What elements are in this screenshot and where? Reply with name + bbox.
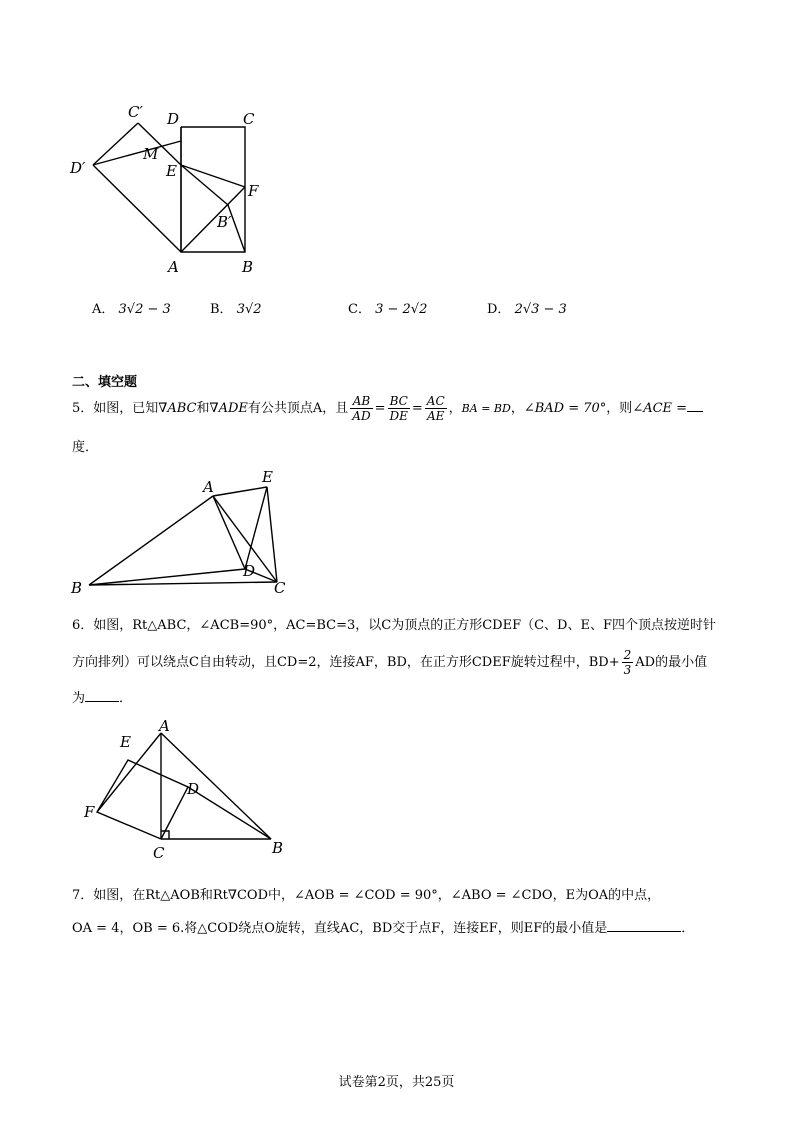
choice-b[interactable]: B． 3√2 <box>210 302 262 317</box>
label-c: C <box>153 844 165 862</box>
label-c: C <box>243 110 255 128</box>
label-d: D <box>187 780 200 798</box>
label-m: M <box>143 145 159 163</box>
q5-line2: 度． <box>72 440 99 455</box>
q6-answer-blank[interactable] <box>85 701 119 702</box>
label-e: E <box>262 468 273 486</box>
q6-line1: 6．如图，Rt△ABC，∠ACB=90°，AC=BC=3，以C为顶点的正方形CDEF（C、D、E、F四个顶点按逆时针 <box>72 618 716 633</box>
choice-a[interactable]: A． 3√2 − 3 <box>92 302 171 317</box>
label-f: F <box>84 803 95 821</box>
q7-line1: 7．如图，在Rt△AOB和Rt∇COD中，∠AOB = ∠COD = 90°，∠ABO = ∠CDO，E为OA的中点， <box>72 888 661 903</box>
label-d: D <box>243 562 256 580</box>
q5-frac-3: $\frac{AC}{AE}$ <box>426 394 445 423</box>
label-a: A <box>159 717 170 735</box>
q5-line1: 5．如图，已知∇ABC和∇ADE有公共顶点A，且 $\frac{AB}{AD}$ = $\frac{BC}{DE}$ = $\frac{AC}{AE}$ ，BA = BD，∠BAD = 70°，则∠ACE = <box>72 394 703 423</box>
label-e: E <box>120 733 131 751</box>
q5-frac-2: $\frac{BC}{DE}$ <box>389 394 408 423</box>
figure-3-geometry <box>75 715 295 865</box>
label-c-prime: C′ <box>128 103 143 121</box>
section-title: 二、填空题 <box>72 375 138 390</box>
label-b-prime: B′ <box>217 213 232 231</box>
q5-answer-blank[interactable] <box>687 411 703 412</box>
label-d: D <box>167 110 180 128</box>
q6-frac: $\frac{2}{3}$ <box>623 648 632 677</box>
figure-1-geometry <box>60 95 290 285</box>
q6-line3: 为 ． <box>72 691 133 706</box>
q7-line2: OA = 4，OB = 6.将△COD绕点O旋转，直线AC，BD交于点F，连接EF，则EF的最小值是 ． <box>72 921 695 936</box>
label-a: A <box>168 258 179 276</box>
choice-c[interactable]: C． 3 − 2√2 <box>348 302 428 317</box>
choice-d[interactable]: D． 2√3 − 3 <box>487 302 567 317</box>
figure-2-geometry <box>65 465 305 600</box>
label-c: C <box>274 579 286 597</box>
q7-answer-blank[interactable] <box>607 931 681 932</box>
label-a: A <box>203 478 214 496</box>
q5-frac-1: $\frac{AB}{AD}$ <box>352 394 371 423</box>
label-b: B <box>272 839 284 857</box>
label-e: E <box>166 162 177 180</box>
label-b: B <box>242 258 254 276</box>
q6-line2: 方向排列）可以绕点C自由转动，且CD=2，连接AF，BD，在正方形CDEF旋转过程中，BD+ $\frac{2}{3}$ AD的最小值 <box>72 648 708 677</box>
label-f: F <box>248 182 259 200</box>
label-d-prime: D′ <box>70 159 86 177</box>
label-b: B <box>71 579 83 597</box>
page-footer: 试卷第2页，共25页 <box>338 1075 455 1090</box>
